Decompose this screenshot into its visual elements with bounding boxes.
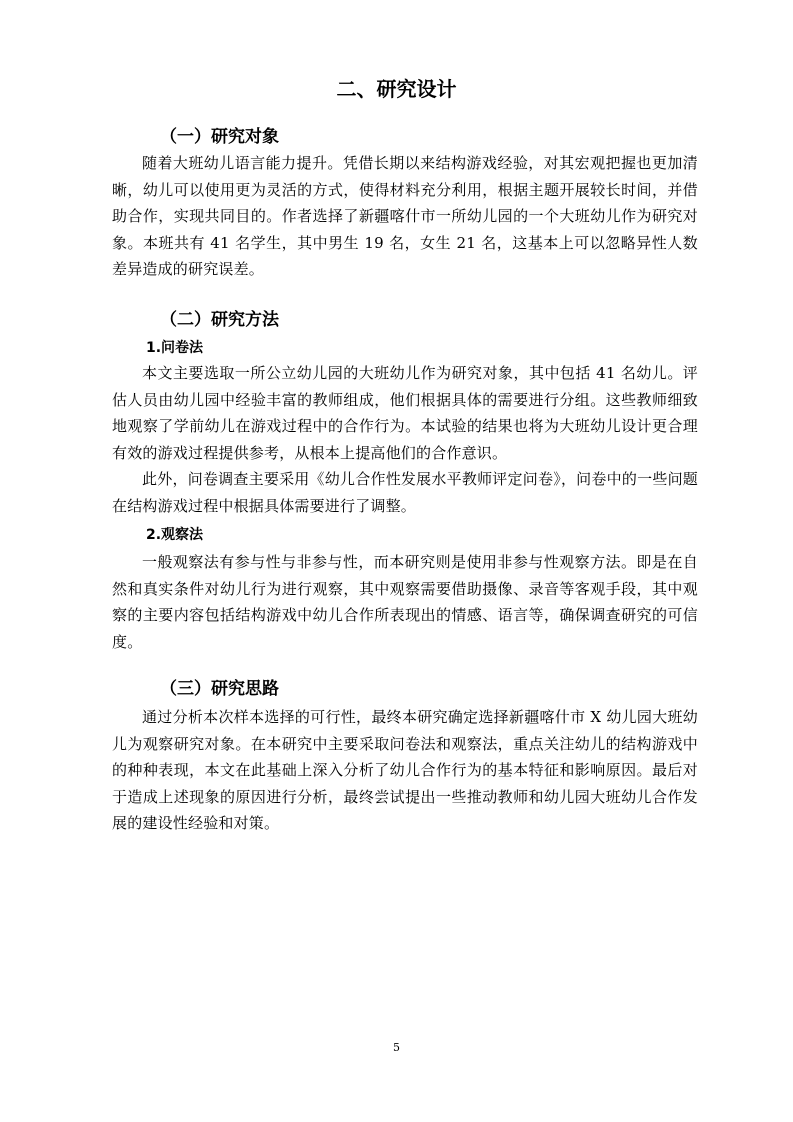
paragraph: 本文主要选取一所公立幼儿园的大班幼儿作为研究对象，其中包括 41 名幼儿。评估人员由幼儿园中经验丰富的教师组成，他们根据具体的需要进行分组。这些教师细致地观察了学前幼儿在游戏过程中的合作行为。本试验的结果也将为大班幼儿设计更合理有效的游戏过程提供参考，从根本上提高他们的合作意识。 [112,364,698,462]
chapter-title: 二、研究设计 [336,77,457,101]
paragraph: 随着大班幼儿语言能力提升。凭借长期以来结构游戏经验，对其宏观把握也更加清晰，幼儿可以使用更为灵活的方式，使得材料充分利用，根据主题开展较长时间，并借助合作，实现共同目的。作者选择了新疆喀什市一所幼儿园的一个大班幼儿作为研究对象。本班共有 41 名学生，其中男生 19 名，女生 21 名，这基本上可以忽略异性人数差异造成的研究误差。 [112,154,698,278]
subsection-title-questionnaire: 1.问卷法 [146,340,204,356]
section-title-research-subjects: （一）研究对象 [160,127,279,147]
section-title-research-approach: （三）研究思路 [160,679,279,699]
subsection-title-observation: 2.观察法 [146,527,204,543]
section-title-research-methods: （二）研究方法 [160,310,279,330]
paragraph: 通过分析本次样本选择的可行性，最终本研究确定选择新疆喀什市 X 幼儿园大班幼儿为观察研究对象。在本研究中主要采取问卷法和观察法，重点关注幼儿的结构游戏中的种种表现，本文在此基础上深入分析了幼儿合作行为的基本特征和影响原因。最后对于造成上述现象的原因进行分析，最终尝试提出一些推动教师和幼儿园大班幼儿合作发展的建设性经验和对策。 [112,708,698,832]
paragraph: 一般观察法有参与性与非参与性，而本研究则是使用非参与性观察方法。即是在自然和真实条件对幼儿行为进行观察，其中观察需要借助摄像、录音等客观手段，其中观察的主要内容包括结构游戏中幼儿合作所表现出的情感、语言等，确保调查研究的可信度。 [112,553,698,651]
page-number: 5 [393,1041,400,1054]
paragraph: 此外，问卷调查主要采用《幼儿合作性发展水平教师评定问卷》，问卷中的一些问题在结构游戏过程中根据具体需要进行了调整。 [112,470,698,515]
